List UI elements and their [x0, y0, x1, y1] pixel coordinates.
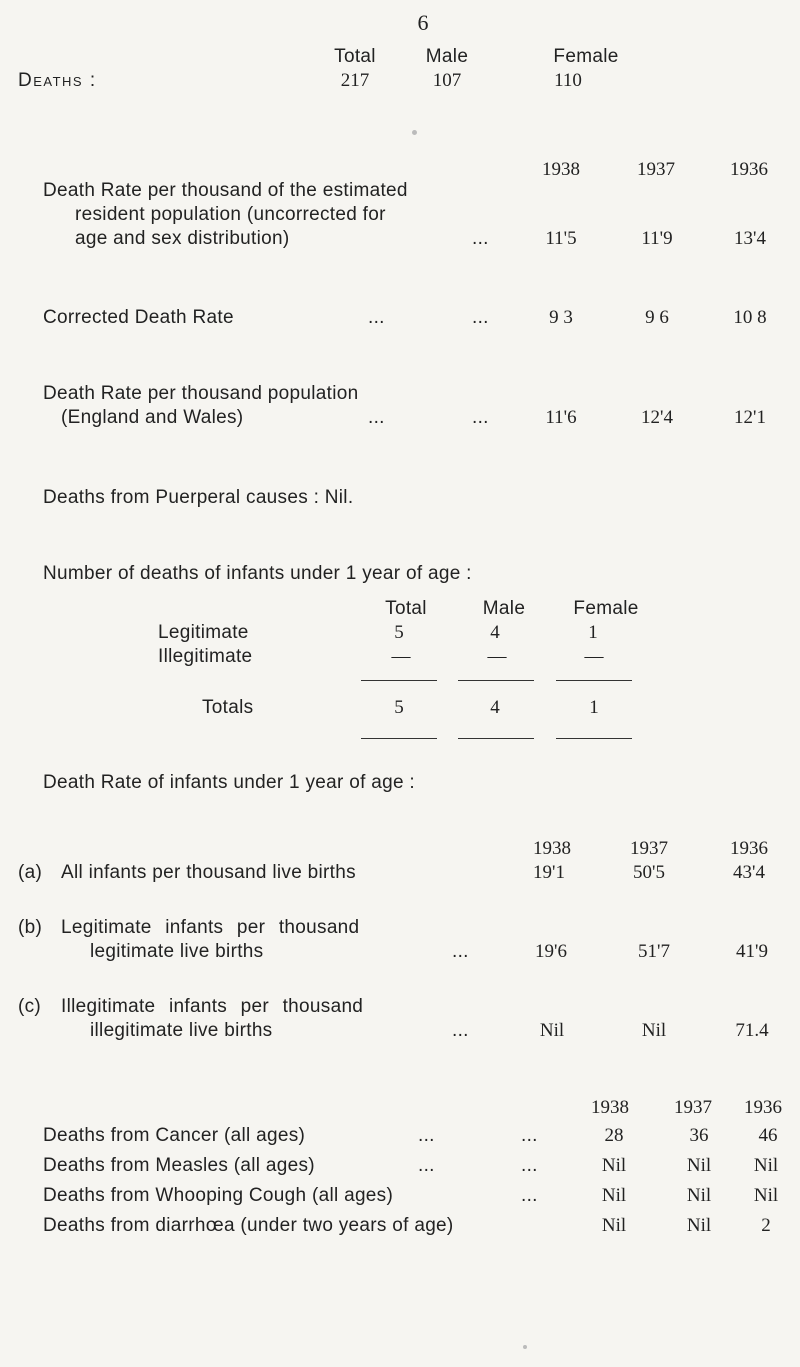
cause-measles-1936: Nil	[753, 1155, 779, 1176]
cause-measles-dots-2: ...	[521, 1155, 538, 1176]
female-rule-top	[556, 680, 632, 681]
cause-diarrhoea-1936: 2	[761, 1215, 771, 1236]
corrected-rate-1937: 9 6	[645, 307, 669, 328]
infant-rate-b-label-line2: legitimate live births	[90, 941, 264, 962]
female-rule-bottom	[556, 738, 632, 739]
infant-rates-year-1936: 1936	[730, 838, 768, 859]
cause-diarrhoea-1937: Nil	[686, 1215, 712, 1236]
deaths-female: 110	[554, 70, 582, 91]
male-rule-top	[458, 680, 534, 681]
rates-year-1936: 1936	[730, 159, 768, 180]
infant-rate-a-mark: (a)	[18, 862, 43, 883]
corrected-rate-1938: 9 3	[549, 307, 573, 328]
infant-totals-label: Totals	[202, 697, 254, 718]
infant-rate-a-label: All infants per thousand live births	[61, 862, 356, 883]
infant-header-total: Total	[385, 598, 427, 619]
infant-illegitimate-total: —	[391, 646, 411, 667]
total-rule-top	[361, 680, 437, 681]
infant-legitimate-male: 4	[490, 622, 500, 643]
causes-year-1936: 1936	[744, 1097, 782, 1118]
infant-rate-c-1936: 71.4	[735, 1020, 769, 1041]
male-rule-bottom	[458, 738, 534, 739]
cause-cancer-1938: 28	[604, 1125, 624, 1146]
infant-legitimate-female: 1	[588, 622, 598, 643]
cause-measles-1938: Nil	[601, 1155, 627, 1176]
infant-rate-b-1937: 51'7	[638, 941, 670, 962]
crude-rate-dots: ...	[472, 228, 489, 249]
infant-rate-c-mark: (c)	[18, 996, 42, 1017]
cause-cancer-dots-1: ...	[418, 1125, 435, 1146]
cause-diarrhoea-label: Deaths from diarrhœa (under two years of age)	[43, 1215, 454, 1236]
print-speck-bottom	[523, 1345, 527, 1349]
deaths-header-male: Male	[425, 46, 469, 67]
cause-whooping-cough-1938: Nil	[601, 1185, 627, 1206]
infant-rates-year-1938: 1938	[533, 838, 571, 859]
causes-year-1937: 1937	[674, 1097, 712, 1118]
infant-rates-heading: Death Rate of infants under 1 year of age :	[43, 772, 416, 793]
cause-measles-1937: Nil	[686, 1155, 712, 1176]
infant-illegitimate-female: —	[584, 646, 604, 667]
infant-rate-b-1938: 19'6	[535, 941, 567, 962]
infant-rate-c-label-line1: Illegitimate infants per thousand	[61, 996, 364, 1017]
causes-year-1938: 1938	[591, 1097, 629, 1118]
cause-whooping-cough-1936: Nil	[753, 1185, 779, 1206]
infant-rate-a-1936: 43'4	[733, 862, 765, 883]
infant-rate-b-dots: ...	[452, 941, 469, 962]
national-rate-1938: 11'6	[545, 407, 577, 428]
infant-rate-b-mark: (b)	[18, 917, 43, 938]
infant-header-male: Male	[482, 598, 526, 619]
infant-rates-year-1937: 1937	[630, 838, 668, 859]
crude-rate-1937: 11'9	[641, 228, 673, 249]
deaths-total: 217	[340, 70, 370, 91]
cause-cancer-1936: 46	[758, 1125, 778, 1146]
crude-rate-label-line3: age and sex distribution)	[75, 228, 290, 249]
deaths-male: 107	[432, 70, 462, 91]
deaths-header-total: Total	[334, 46, 376, 67]
page-number: 6	[417, 10, 429, 35]
infant-rate-c-1938: Nil	[539, 1020, 565, 1041]
corrected-rate-label: Corrected Death Rate	[43, 307, 234, 328]
national-rate-1936: 12'1	[734, 407, 766, 428]
crude-rate-label-line1: Death Rate per thousand of the estimated	[43, 180, 408, 201]
infant-rate-c-label-line2: illegitimate live births	[90, 1020, 273, 1041]
national-rate-dots-1: ...	[368, 407, 385, 428]
total-rule-bottom	[361, 738, 437, 739]
cause-cancer-1937: 36	[689, 1125, 709, 1146]
rates-year-1937: 1937	[637, 159, 675, 180]
cause-measles-dots-1: ...	[418, 1155, 435, 1176]
corrected-rate-1936: 10 8	[733, 307, 767, 328]
national-rate-label-line1: Death Rate per thousand population	[43, 383, 359, 404]
infant-rate-a-1937: 50'5	[633, 862, 665, 883]
cause-cancer-label: Deaths from Cancer (all ages)	[43, 1125, 306, 1146]
rates-year-1938: 1938	[542, 159, 580, 180]
cause-cancer-dots-2: ...	[521, 1125, 538, 1146]
cause-whooping-cough-dots: ...	[521, 1185, 538, 1206]
crude-rate-1938: 11'5	[545, 228, 577, 249]
corrected-rate-dots-1: ...	[368, 307, 385, 328]
infant-rate-b-label-line1: Legitimate infants per thousand	[61, 917, 360, 938]
crude-rate-1936: 13'4	[734, 228, 766, 249]
print-speck	[412, 130, 417, 135]
infant-rate-a-1938: 19'1	[533, 862, 565, 883]
infant-row-legitimate-label: Legitimate	[158, 622, 249, 643]
cause-diarrhoea-1938: Nil	[601, 1215, 627, 1236]
deaths-label: Deaths :	[18, 70, 97, 91]
cause-whooping-cough-1937: Nil	[686, 1185, 712, 1206]
infant-rate-c-1937: Nil	[641, 1020, 667, 1041]
puerperal-deaths: Deaths from Puerperal causes : Nil.	[43, 487, 354, 508]
national-rate-dots-2: ...	[472, 407, 489, 428]
infant-row-illegitimate-label: Illegitimate	[158, 646, 253, 667]
infant-rate-b-1936: 41'9	[736, 941, 768, 962]
corrected-rate-dots-2: ...	[472, 307, 489, 328]
infant-totals-total: 5	[394, 697, 404, 718]
deaths-header-female: Female	[553, 46, 619, 67]
infant-totals-male: 4	[490, 697, 500, 718]
cause-whooping-cough-label: Deaths from Whooping Cough (all ages)	[43, 1185, 394, 1206]
national-rate-label-line2: (England and Wales)	[61, 407, 244, 428]
infant-deaths-heading: Number of deaths of infants under 1 year of age :	[43, 563, 472, 584]
infant-illegitimate-male: —	[487, 646, 507, 667]
infant-totals-female: 1	[589, 697, 599, 718]
crude-rate-label-line2: resident population (uncorrected for	[75, 204, 386, 225]
infant-legitimate-total: 5	[394, 622, 404, 643]
national-rate-1937: 12'4	[641, 407, 673, 428]
infant-rate-c-dots: ...	[452, 1020, 469, 1041]
infant-header-female: Female	[573, 598, 639, 619]
cause-measles-label: Deaths from Measles (all ages)	[43, 1155, 315, 1176]
